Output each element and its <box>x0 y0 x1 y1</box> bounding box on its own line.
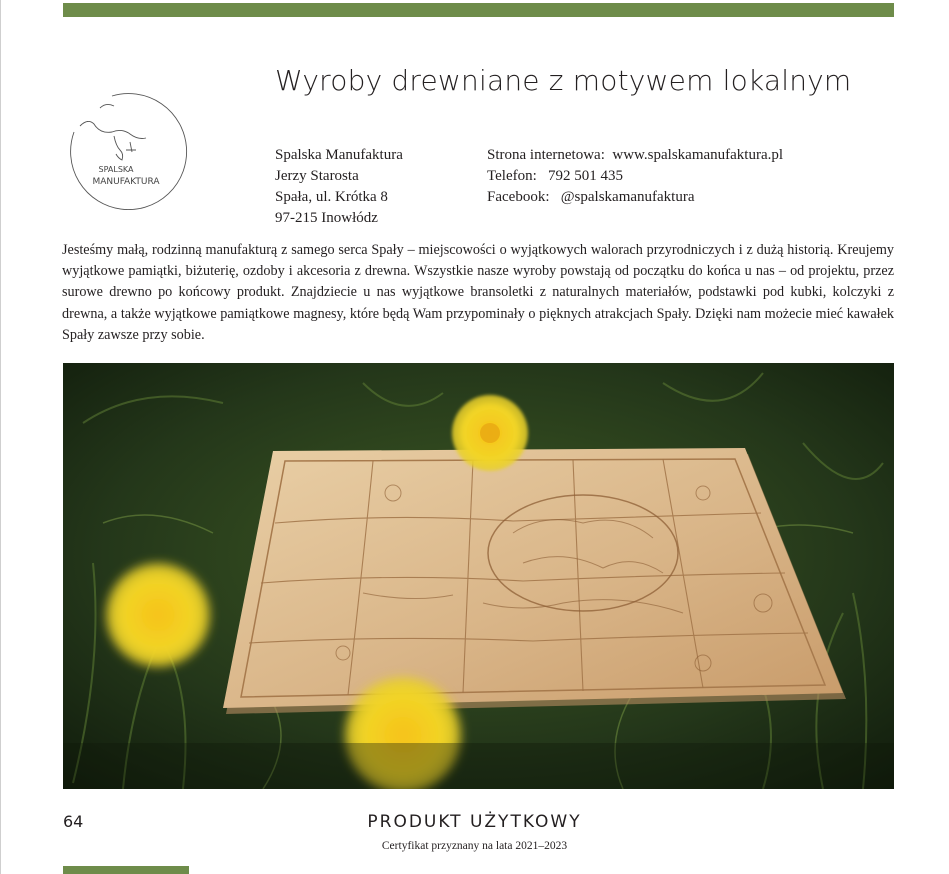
phone-label: Telefon: <box>487 168 537 184</box>
company-name: Spalska Manufaktura <box>275 147 403 163</box>
phone-number: 792 501 435 <box>548 168 624 184</box>
facebook-handle[interactable]: @spalskamanufaktura <box>560 189 695 205</box>
website-label: Strona internetowa: <box>487 147 605 163</box>
logo-text-line1: SPALSKA <box>98 165 134 174</box>
page-title: Wyroby drewniane z motywem lokalnym <box>275 64 852 97</box>
product-photo <box>63 363 894 789</box>
page-edge-line <box>0 0 1 874</box>
contact-address-block <box>275 145 403 229</box>
description-paragraph: Jesteśmy małą, rodzinną manufakturą z samego serca Spały – miejscowości o wyjątkowych walorach przyrodniczych i z dużą historią. Kreujemy wyjątkowe pamiątki, biżuterię, ozdoby i akcesoria z drewna. Wszystkie nasze wyroby powstają od początku do końca u nas – od projektu, przez surowe drewno po końcowy produkt. Znajdziecie u nas wyjątkowe bransoletki z naturalnych materiałów, podstawki pod kubki, kolczyki z drewna, a także wyjątkowe pamiątkowe magnesy, które będą Wam przypominały o pięknych atrakcjach Spały. Dzięki nam możecie mieć kawałek Spały zawsze przy sobie. <box>62 242 894 343</box>
street-address: Spała, ul. Krótka 8 <box>275 189 388 205</box>
page-number: 64 <box>63 812 84 831</box>
postal-address: 97-215 Inowłódz <box>275 210 378 226</box>
certificate-note: Certyfikat przyznany na lata 2021–2023 <box>381 840 568 852</box>
logo-text-line2: MANUFAKTURA <box>92 177 160 187</box>
phone-row <box>487 166 783 187</box>
website-link[interactable]: www.spalskamanufaktura.pl <box>612 147 784 163</box>
bottom-accent-bar <box>63 866 189 874</box>
spalska-manufaktura-logo <box>60 88 192 210</box>
owner-name: Jerzy Starosta <box>275 168 359 184</box>
product-category: PRODUKT UŻYTKOWY <box>367 812 582 832</box>
facebook-row <box>487 187 783 208</box>
contact-details-block <box>487 145 783 208</box>
website-row <box>487 145 783 166</box>
top-accent-bar <box>63 3 894 17</box>
facebook-label: Facebook: <box>487 189 550 205</box>
